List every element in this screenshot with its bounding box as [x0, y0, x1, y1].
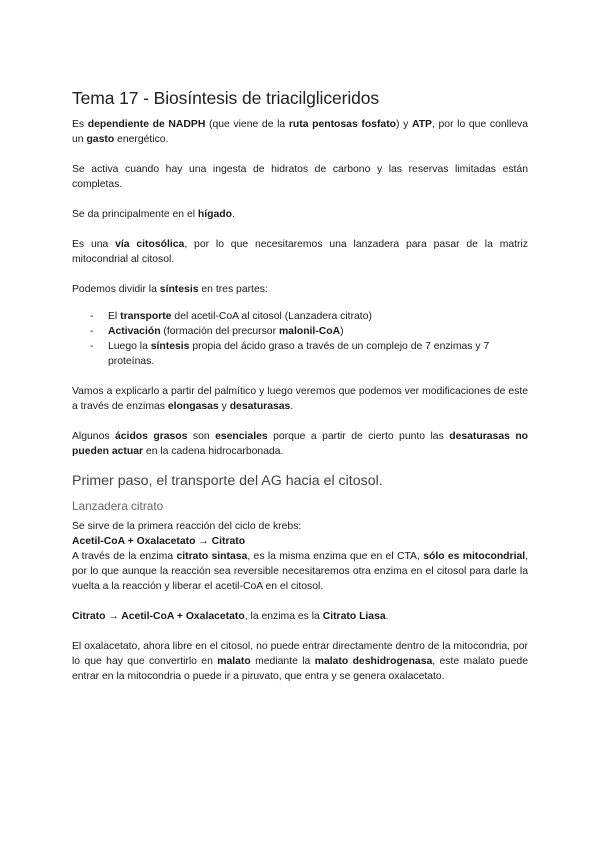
paragraph-oxalacetate: El oxalacetato, ahora libre en el citosol, no puede entrar directamente dentro de la mitocondria, por lo que hay que convertirlo en malato mediante la malato deshidrogenasa, este malato puede entrar en la mitocondria o puede ir a piruvato, que entra y se genera oxalacetato.: [72, 641, 528, 682]
paragraph-citrate-synthase: A través de la enzima citrato sintasa, es la misma enzima que en el CTA, sólo es mitocondrial, por lo que aunque la reacción sea reversible necesitaremos otra enzima en el citosol para darle la vuelta a la reacción y liberar el acetil-CoA en el citosol.: [72, 551, 529, 592]
paragraph-citrate-lyase: Citrato → Acetil-CoA + Oxalacetato, la enzima es la Citrato Liasa.: [72, 611, 389, 622]
paragraph-essential: Algunos ácidos grasos son esenciales porque a partir de cierto punto las desaturasas no pueden actuar en la cadena hidrocarbonada.: [72, 431, 529, 457]
reaction-citrate-synthase: Acetil-CoA + Oxalacetato → Citrato: [72, 536, 246, 547]
paragraph-parts-intro: Podemos dividir la síntesis en tres partes:: [72, 284, 268, 295]
paragraph-palmitic: Vamos a explicarlo a partir del palmítico y luego veremos que podemos ver modificaciones de este a través de enzimas elongasas y desaturasas.: [72, 386, 528, 412]
page-title: Tema 17 - Biosíntesis de triacilgliceridos: [72, 88, 380, 108]
paragraph-cytosolic: Es una vía citosólica, por lo que necesitaremos una lanzadera para pasar de la matriz mitocondrial al citosol.: [72, 239, 528, 265]
list-item: - Activación (formación del precursor malonil-CoA): [108, 324, 528, 339]
list-item: - El transporte del acetil-CoA al citosol (Lanzadera citrato): [108, 309, 528, 324]
paragraph-krebs: Se sirve de la primera reacción del ciclo de krebs:: [72, 521, 302, 532]
paragraph-liver: Se da principalmente en el hígado.: [72, 209, 235, 220]
subsection-heading: Lanzadera citrato: [72, 499, 164, 513]
paragraph-nadph: Es dependiente de NADPH (que viene de la ruta pentosas fosfato) y ATP, por lo que conlleva un gasto energético.: [72, 119, 529, 145]
synthesis-parts-list: [72, 309, 528, 369]
list-item: - Luego la síntesis propia del ácido graso a través de un complejo de 7 enzimas y 7 proteínas.: [108, 339, 528, 369]
paragraph-activation: Se activa cuando hay una ingesta de hidratos de carbono y las reservas limitadas están completas.: [72, 164, 528, 190]
document-page: [72, 88, 528, 699]
section-heading: Primer paso, el transporte del AG hacia el citosol.: [72, 473, 383, 489]
